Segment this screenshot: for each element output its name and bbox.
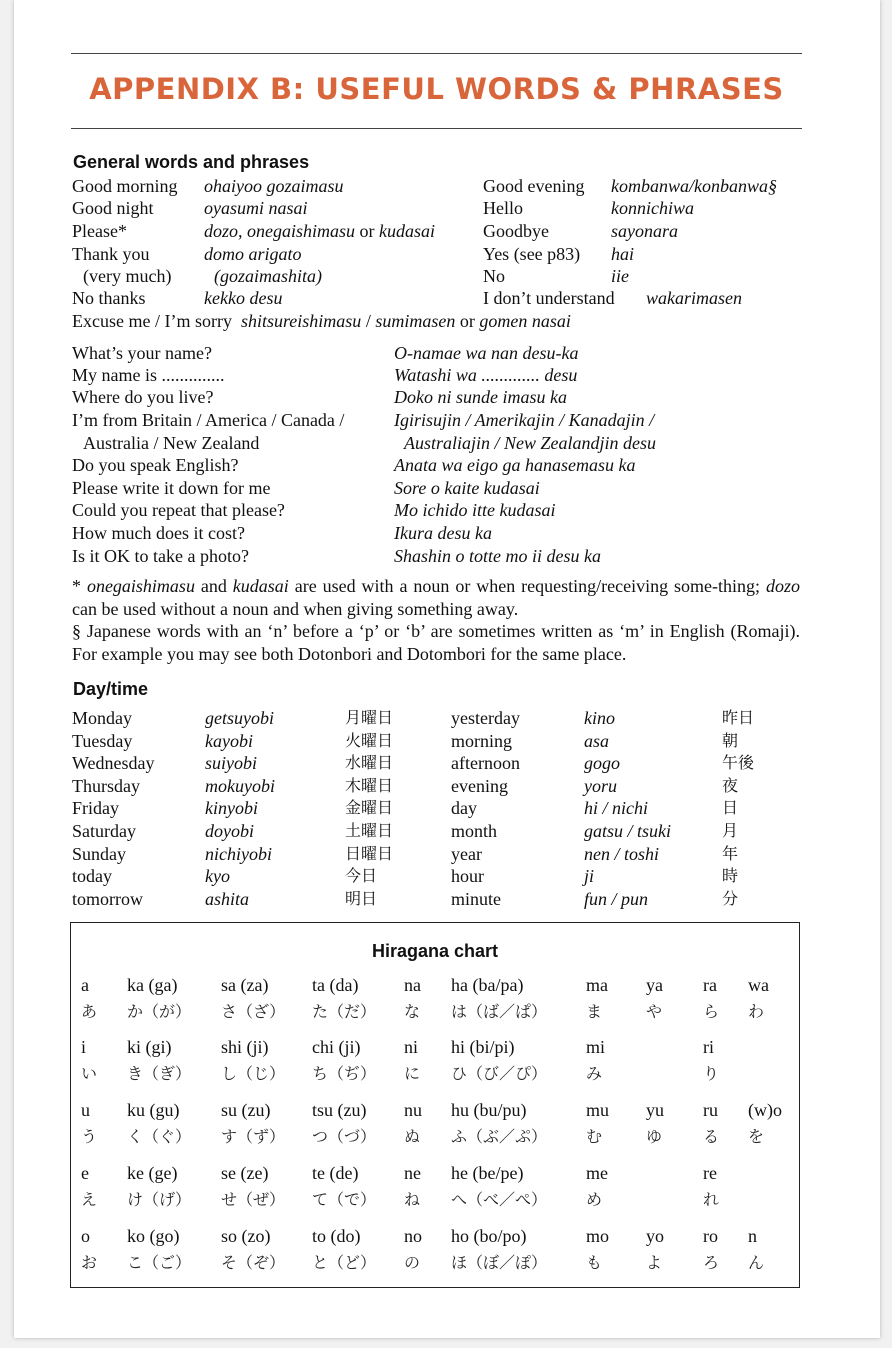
general-jp: sayonara — [611, 221, 678, 241]
hiragana-kana: へ（べ／ぺ） — [451, 1190, 548, 1209]
day-time-kanji: 分 — [722, 889, 739, 908]
hiragana-romaji: ka (ga) — [127, 975, 178, 995]
day-time-english: afternoon — [451, 753, 520, 773]
excuse-en: Excuse me / I’m sorry — [72, 311, 232, 331]
hiragana-romaji: na — [404, 975, 421, 995]
day-time-romaji: mokuyobi — [205, 776, 275, 796]
phrase-jp: Ikura desu ka — [394, 523, 492, 543]
day-time-romaji: kinyobi — [205, 798, 258, 818]
hiragana-kana: は（ば／ぱ） — [451, 1002, 548, 1021]
day-time-english: Wednesday — [72, 753, 155, 773]
hiragana-kana: ね — [404, 1190, 421, 1209]
phrase-jp: Doko ni sunde imasu ka — [394, 387, 567, 407]
hiragana-kana: ち（ぢ） — [312, 1064, 377, 1083]
phrase-en: Where do you live? — [72, 387, 214, 407]
day-time-english: Saturday — [72, 821, 136, 841]
day-time-romaji: ashita — [205, 889, 250, 909]
day-time-kanji: 日曜日 — [345, 844, 394, 863]
document-page — [14, 0, 880, 1338]
note-word: onegaishimasu — [86, 576, 195, 596]
general-jp: iie — [611, 266, 629, 286]
hiragana-kana: た（だ） — [312, 1002, 377, 1021]
hiragana-romaji: no — [404, 1226, 422, 1246]
hiragana-romaji: mu — [586, 1100, 610, 1120]
hiragana-kana: い — [81, 1064, 98, 1083]
hiragana-kana: と（ど） — [312, 1253, 377, 1272]
hiragana-kana: め — [586, 1190, 603, 1209]
hiragana-romaji: ma — [586, 975, 608, 995]
hiragana-kana: せ（ぜ） — [221, 1190, 286, 1209]
day-time-kanji: 火曜日 — [345, 731, 394, 750]
day-time-kanji: 月 — [722, 821, 739, 840]
general-jp: kekko desu — [204, 288, 283, 308]
day-time-english: today — [72, 866, 112, 886]
day-time-english: Tuesday — [72, 731, 133, 751]
phrase-jp: O-namae wa nan desu-ka — [394, 343, 579, 363]
day-time-romaji: nen / toshi — [584, 844, 659, 864]
general-en: Thank you — [72, 244, 150, 264]
general-en: Hello — [483, 198, 523, 218]
general-jp: konnichiwa — [611, 198, 694, 218]
hiragana-romaji: nu — [404, 1100, 422, 1120]
hiragana-kana: れ — [703, 1190, 720, 1209]
hiragana-romaji: ri — [703, 1037, 714, 1057]
general-jp: kombanwa/konbanwa§ — [611, 176, 777, 196]
hiragana-romaji: ya — [646, 975, 663, 995]
please-jp-a: dozo, onegaishimasu — [204, 221, 356, 241]
phrase-en: Please write it down for me — [72, 478, 271, 498]
hiragana-kana: む — [586, 1127, 603, 1146]
hiragana-kana: え — [81, 1190, 98, 1209]
please-translation — [204, 221, 435, 241]
hiragana-romaji: re — [703, 1163, 717, 1183]
excuse-me-line — [72, 311, 571, 331]
hiragana-romaji: hi (bi/pi) — [451, 1037, 515, 1057]
note-word: dozo — [765, 576, 800, 596]
hiragana-kana: ぬ — [404, 1127, 421, 1146]
day-time-kanji: 朝 — [722, 731, 739, 750]
day-time-kanji: 昨日 — [722, 708, 755, 727]
hiragana-romaji: (w)o — [748, 1100, 782, 1120]
footnote-section: § Japanese words with an ‘n’ before a ‘p’ or ‘b’ are sometimes written as ‘m’ in English (Romaji). For example you may see both Dotonbori and Dotombori for the same place. — [72, 621, 800, 664]
hiragana-romaji: se (ze) — [221, 1163, 269, 1183]
hiragana-kana: ふ（ぶ／ぷ） — [451, 1127, 548, 1146]
general-jp: ohaiyoo gozaimasu — [204, 176, 344, 196]
excuse-or: or — [455, 311, 480, 331]
phrase-en: What’s your name? — [72, 343, 212, 363]
general-en: Goodbye — [483, 221, 549, 241]
hiragana-kana: も — [586, 1253, 603, 1272]
phrase-en: I’m from Britain / America / Canada / — [72, 410, 345, 430]
phrase-en: Is it OK to take a photo? — [72, 546, 249, 566]
hiragana-romaji: ho (bo/po) — [451, 1226, 527, 1246]
hiragana-romaji: yo — [646, 1226, 664, 1246]
excuse-sep: / — [361, 311, 376, 331]
note-text: are used with a noun or when requesting/receiving some-thing; — [288, 576, 766, 596]
day-time-english: minute — [451, 889, 501, 909]
hiragana-romaji: wa — [748, 975, 769, 995]
hiragana-romaji: ne — [404, 1163, 421, 1183]
hiragana-kana: き（ぎ） — [127, 1064, 192, 1083]
hiragana-kana: に — [404, 1064, 421, 1083]
hiragana-romaji: chi (ji) — [312, 1037, 361, 1057]
day-time-romaji: suiyobi — [205, 753, 257, 773]
phrase-jp: Mo ichido itte kudasai — [394, 500, 556, 520]
general-en: Good evening — [483, 176, 585, 196]
day-time-kanji: 時 — [722, 866, 739, 885]
general-en: (very much) — [83, 266, 172, 286]
day-time-english: yesterday — [451, 708, 520, 728]
hiragana-romaji: yu — [646, 1100, 664, 1120]
hiragana-romaji: so (zo) — [221, 1226, 271, 1246]
phrase-jp: Igirisujin / Amerikajin / Kanadajin / — [394, 410, 655, 430]
hiragana-romaji: he (be/pe) — [451, 1163, 524, 1183]
day-time-kanji: 年 — [722, 844, 739, 863]
note-word: kudasai — [232, 576, 289, 596]
day-time-english: day — [451, 798, 477, 818]
phrase-en: How much does it cost? — [72, 523, 245, 543]
hiragana-romaji: ko (go) — [127, 1226, 180, 1246]
excuse-jp-1: shitsureishimasu — [240, 311, 362, 331]
general-jp: hai — [611, 244, 635, 264]
hiragana-romaji: ra — [703, 975, 717, 995]
day-time-english: hour — [451, 866, 484, 886]
please-or: or — [355, 221, 380, 241]
hiragana-kana: ま — [586, 1002, 603, 1021]
excuse-jp-3: gomen nasai — [479, 311, 571, 331]
hiragana-kana: て（で） — [312, 1190, 377, 1209]
top-rule — [71, 53, 802, 54]
star-mark: * — [72, 576, 87, 596]
hiragana-kana: よ — [646, 1253, 663, 1272]
hiragana-romaji: to (do) — [312, 1226, 361, 1246]
day-time-romaji: yoru — [584, 776, 617, 796]
day-time-kanji: 水曜日 — [345, 753, 394, 772]
hiragana-kana: み — [586, 1064, 603, 1083]
general-en: Good night — [72, 198, 154, 218]
day-time-romaji: gogo — [584, 753, 620, 773]
hiragana-kana: あ — [81, 1002, 98, 1021]
hiragana-romaji: i — [81, 1037, 87, 1057]
day-time-english: Friday — [72, 798, 119, 818]
day-time-english: month — [451, 821, 498, 841]
hiragana-romaji: shi (ji) — [221, 1037, 269, 1057]
hiragana-romaji: n — [748, 1226, 757, 1246]
hiragana-kana: ら — [703, 1002, 720, 1021]
general-en: I don’t understand — [483, 288, 615, 308]
hiragana-romaji: sa (za) — [221, 975, 269, 995]
phrase-en: Could you repeat that please? — [72, 500, 285, 520]
phrase-jp: Shashin o totte mo ii desu ka — [394, 546, 601, 566]
general-en: No thanks — [72, 288, 146, 308]
day-time-english: Sunday — [72, 844, 126, 864]
hiragana-romaji: o — [81, 1226, 90, 1246]
phrase-jp: Anata wa eigo ga hanasemasu ka — [394, 455, 636, 475]
day-time-romaji: doyobi — [205, 821, 254, 841]
day-time-romaji: asa — [584, 731, 610, 751]
day-time-kanji: 金曜日 — [345, 798, 394, 817]
day-time-english: tomorrow — [72, 889, 143, 909]
day-time-kanji: 今日 — [345, 866, 378, 885]
day-time-english: year — [451, 844, 482, 864]
general-en: Yes (see p83) — [483, 244, 581, 264]
hiragana-kana: の — [404, 1253, 421, 1272]
hiragana-kana: そ（ぞ） — [221, 1253, 286, 1272]
hiragana-kana: う — [81, 1127, 98, 1146]
hiragana-kana: ひ（び／ぴ） — [451, 1064, 548, 1083]
phrase-en: Do you speak English? — [72, 455, 239, 475]
title-bottom-rule — [71, 128, 802, 129]
hiragana-chart-title: Hiragana chart — [371, 941, 499, 961]
hiragana-kana: ろ — [703, 1253, 720, 1272]
phrase-jp: Sore o kaite kudasai — [394, 478, 540, 498]
hiragana-kana: し（じ） — [221, 1064, 286, 1083]
day-time-romaji: kino — [584, 708, 615, 728]
hiragana-romaji: ku (gu) — [127, 1100, 180, 1120]
day-time-romaji: gatsu / tsuki — [584, 821, 672, 841]
hiragana-kana: け（げ） — [127, 1190, 192, 1209]
daytime-heading: Day/time — [73, 679, 149, 699]
hiragana-romaji: te (de) — [312, 1163, 359, 1183]
hiragana-romaji: me — [586, 1163, 608, 1183]
hiragana-kana: こ（ご） — [127, 1253, 192, 1272]
note-text: can be used without a noun and when giving something away. — [72, 598, 519, 619]
day-time-romaji: kyo — [205, 866, 230, 886]
please-jp-b: kudasai — [379, 221, 436, 241]
hiragana-romaji: ro — [703, 1226, 718, 1246]
hiragana-kana: な — [404, 1002, 421, 1021]
hiragana-romaji: mi — [586, 1037, 606, 1057]
general-en: Please* — [72, 221, 127, 241]
hiragana-kana: ん — [748, 1253, 765, 1272]
general-en: No — [483, 266, 505, 286]
day-time-romaji: ji — [584, 866, 595, 886]
day-time-romaji: fun / pun — [584, 889, 649, 909]
hiragana-kana: や — [646, 1002, 663, 1021]
phrase-jp: Watashi wa ............. desu — [394, 365, 578, 385]
hiragana-kana: す（ず） — [221, 1127, 286, 1146]
day-time-kanji: 月曜日 — [345, 708, 394, 727]
hiragana-kana: か（が） — [127, 1002, 192, 1021]
hiragana-kana: つ（づ） — [312, 1127, 377, 1146]
hiragana-kana: ゆ — [646, 1127, 663, 1146]
day-time-romaji: kayobi — [205, 731, 253, 751]
day-time-english: Monday — [72, 708, 132, 728]
hiragana-chart — [70, 922, 800, 1288]
note-text: and — [194, 576, 233, 596]
hiragana-romaji: ru — [703, 1100, 718, 1120]
day-time-kanji: 夜 — [722, 776, 739, 795]
day-time-romaji: nichiyobi — [205, 844, 272, 864]
general-heading: General words and phrases — [73, 152, 310, 172]
hiragana-kana: り — [703, 1064, 720, 1083]
day-time-english: morning — [451, 731, 512, 751]
phrase-en: My name is .............. — [72, 365, 225, 385]
hiragana-romaji: tsu (zu) — [312, 1100, 367, 1120]
day-time-kanji: 日 — [722, 798, 739, 817]
hiragana-kana: ほ（ぼ／ぽ） — [451, 1253, 548, 1272]
day-time-kanji: 土曜日 — [345, 821, 394, 840]
day-time-kanji: 午後 — [722, 753, 755, 772]
hiragana-romaji: mo — [586, 1226, 610, 1246]
hiragana-romaji: su (zu) — [221, 1100, 271, 1120]
day-time-english: Thursday — [72, 776, 140, 796]
hiragana-romaji: a — [81, 975, 89, 995]
hiragana-kana: る — [703, 1127, 720, 1146]
general-jp: oyasumi nasai — [204, 198, 308, 218]
phrase-jp: Australiajin / New Zealandjin desu — [404, 433, 657, 453]
day-time-romaji: hi / nichi — [584, 798, 648, 818]
general-jp: wakarimasen — [646, 288, 742, 308]
hiragana-kana: さ（ざ） — [221, 1002, 286, 1021]
day-time-romaji: getsuyobi — [205, 708, 274, 728]
day-time-english: evening — [451, 776, 508, 796]
hiragana-romaji: ta (da) — [312, 975, 359, 995]
hiragana-romaji: ha (ba/pa) — [451, 975, 524, 995]
general-en: Good morning — [72, 176, 178, 196]
hiragana-kana: わ — [748, 1002, 765, 1021]
general-jp: (gozaimashita) — [214, 266, 322, 286]
hiragana-romaji: ke (ge) — [127, 1163, 178, 1183]
hiragana-romaji: ki (gi) — [127, 1037, 172, 1057]
hiragana-romaji: ni — [404, 1037, 419, 1057]
hiragana-romaji: e — [81, 1163, 89, 1183]
hiragana-kana: お — [81, 1253, 98, 1272]
general-jp: domo arigato — [204, 244, 302, 264]
page-title: APPENDIX B: USEFUL WORDS & PHRASES — [89, 72, 784, 106]
hiragana-kana: を — [748, 1127, 765, 1146]
day-time-kanji: 木曜日 — [345, 776, 394, 795]
hiragana-romaji: u — [81, 1100, 90, 1120]
excuse-jp-2: sumimasen — [375, 311, 456, 331]
footnote-star — [72, 575, 800, 620]
day-time-kanji: 明日 — [345, 889, 378, 908]
hiragana-romaji: hu (bu/pu) — [451, 1100, 527, 1120]
phrase-en: Australia / New Zealand — [83, 433, 260, 453]
hiragana-kana: く（ぐ） — [127, 1127, 192, 1146]
